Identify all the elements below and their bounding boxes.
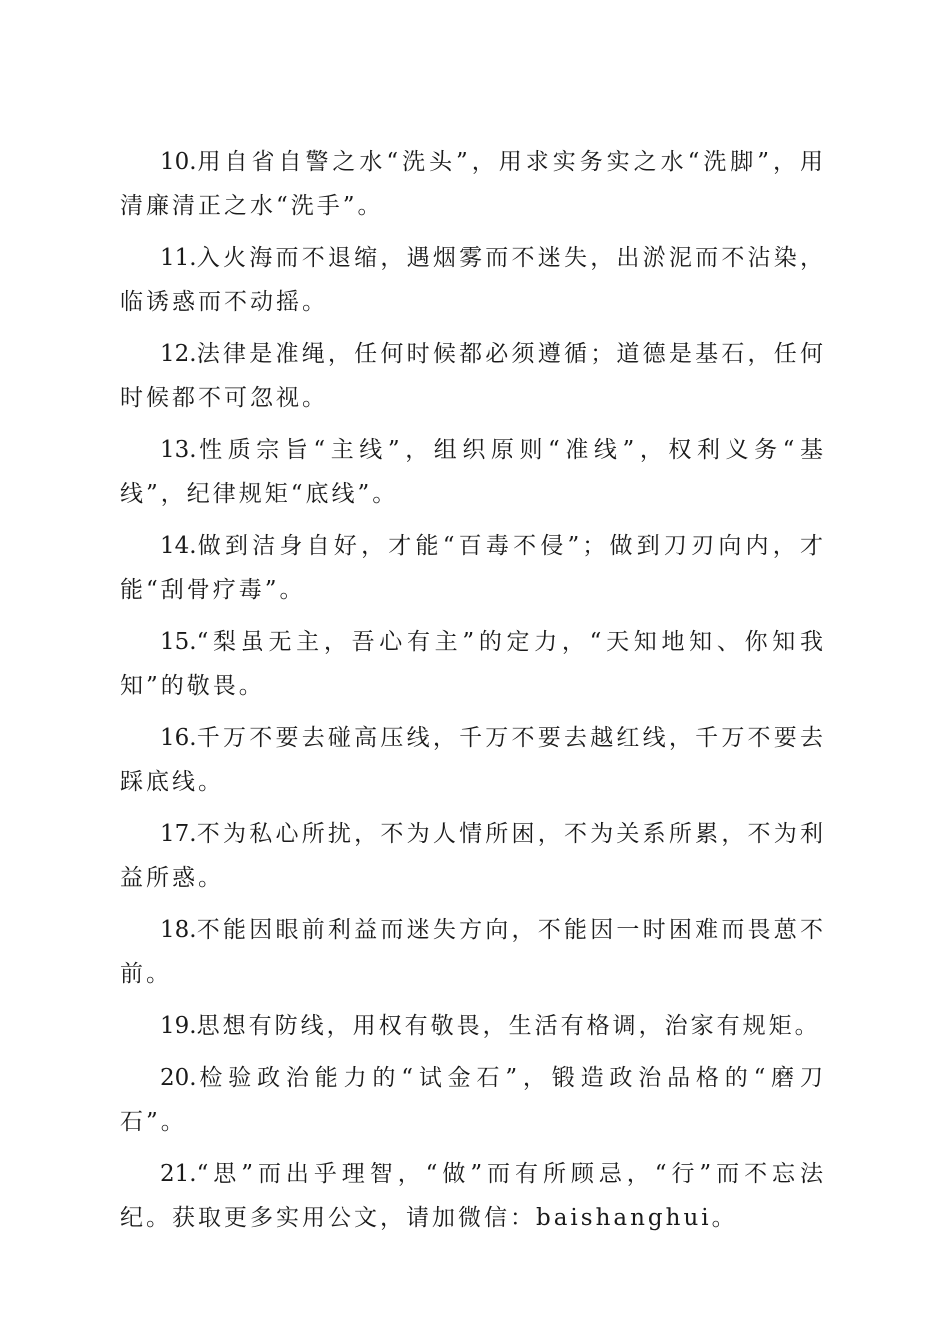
paragraph-20: [120, 1056, 826, 1144]
paragraph-text: 用自省自警之水“洗头”，用求实务实之水“洗脚”，用清廉清正之水“洗手”。: [120, 149, 826, 219]
paragraph-19: [120, 1004, 826, 1048]
paragraph-number: 16.: [160, 725, 197, 751]
paragraph-number: 21.: [160, 1161, 197, 1187]
paragraph-text: “梨虽无主，吾心有主”的定力，“天知地知、你知我知”的敬畏。: [120, 629, 826, 699]
paragraph-text: 不能因眼前利益而迷失方向，不能因一时困难而畏葸不前。: [120, 917, 826, 987]
paragraph-number: 14.: [160, 533, 197, 559]
paragraph-number: 10.: [160, 149, 197, 175]
paragraph-number: 19.: [160, 1013, 197, 1039]
paragraph-text: 不为私心所扰，不为人情所困，不为关系所累，不为利益所惑。: [120, 821, 826, 891]
paragraph-14: [120, 524, 826, 612]
paragraph-10: [120, 140, 826, 228]
paragraph-number: 12.: [160, 341, 197, 367]
paragraph-text: “思”而出乎理智，“做”而有所顾忌，“行”而不忘法纪。获取更多实用公文，请加微信：baishanghui。: [120, 1161, 826, 1231]
paragraph-number: 17.: [160, 821, 197, 847]
paragraph-text: 检验政治能力的“试金石”，锻造政治品格的“磨刀石”。: [120, 1065, 826, 1135]
paragraph-11: [120, 236, 826, 324]
paragraph-17: [120, 812, 826, 900]
paragraph-16: [120, 716, 826, 804]
paragraph-text: 法律是准绳，任何时候都必须遵循；道德是基石，任何时候都不可忽视。: [120, 341, 826, 411]
paragraph-15: [120, 620, 826, 708]
paragraph-number: 13.: [160, 437, 197, 463]
paragraph-number: 11.: [160, 245, 197, 271]
paragraph-21: [120, 1152, 826, 1240]
paragraph-text: 性质宗旨“主线”，组织原则“准线”，权利义务“基线”，纪律规矩“底线”。: [120, 437, 826, 507]
paragraph-12: [120, 332, 826, 420]
paragraph-number: 15.: [160, 629, 197, 655]
paragraph-13: [120, 428, 826, 516]
paragraph-text: 入火海而不退缩，遇烟雾而不迷失，出淤泥而不沾染，临诱惑而不动摇。: [120, 245, 826, 315]
paragraph-number: 18.: [160, 917, 197, 943]
paragraph-18: [120, 908, 826, 996]
paragraph-number: 20.: [160, 1065, 197, 1091]
paragraph-text: 千万不要去碰高压线，千万不要去越红线，千万不要去踩底线。: [120, 725, 826, 795]
document-body: [120, 140, 826, 1248]
paragraph-text: 思想有防线，用权有敬畏，生活有格调，治家有规矩。: [196, 1013, 821, 1039]
paragraph-text: 做到洁身自好，才能“百毒不侵”；做到刀刃向内，才能“刮骨疗毒”。: [120, 533, 826, 603]
